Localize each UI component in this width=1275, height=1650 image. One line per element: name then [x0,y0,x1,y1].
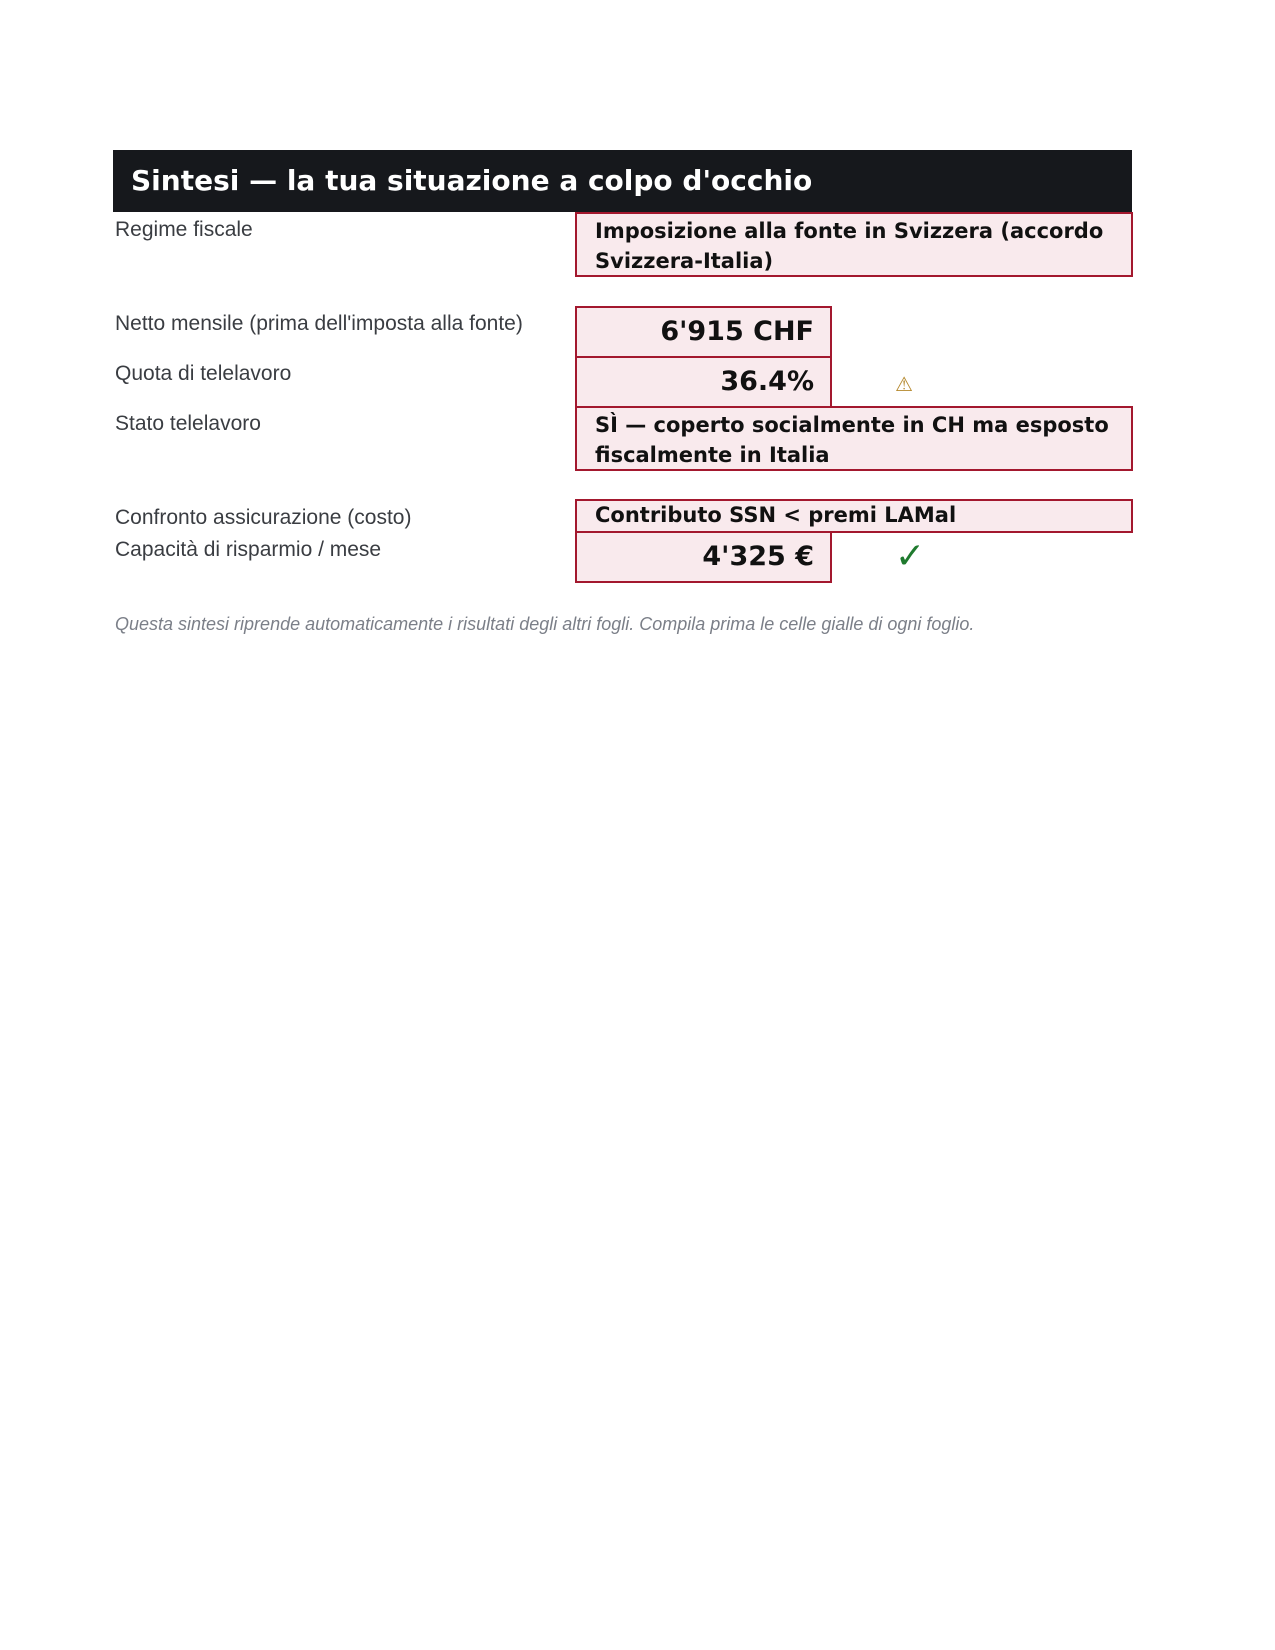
label-capacita-risparmio: Capacità di risparmio / mese [115,538,382,561]
value-capacita-risparmio[interactable]: 4'325 € [575,531,832,583]
value-quota-telelavoro[interactable]: 36.4% [575,356,832,408]
value-regime-fiscale[interactable]: Imposizione alla fonte in Svizzera (accordo Svizzera-Italia) [575,212,1133,277]
value-netto-mensile[interactable]: 6'915 CHF [575,306,832,358]
label-netto-mensile: Netto mensile (prima dell'imposta alla fonte) [115,312,523,335]
label-stato-telelavoro: Stato telelavoro [115,412,261,435]
warning-icon: ⚠ [895,372,913,396]
label-regime-fiscale: Regime fiscale [115,218,253,241]
check-icon: ✓ [895,536,926,577]
label-confronto-assicurazione: Confronto assicurazione (costo) [115,506,412,529]
footnote: Questa sintesi riprende automaticamente i risultati degli altri fogli. Compila prima le celle gialle di ogni foglio. [115,614,975,634]
value-confronto-assicurazione[interactable]: Contributo SSN < premi LAMal [575,499,1133,533]
label-quota-telelavoro: Quota di telelavoro [115,362,292,385]
summary-title: Sintesi — la tua situazione a colpo d'occhio [113,150,1132,212]
value-stato-telelavoro[interactable]: SÌ — coperto socialmente in CH ma esposto fiscalmente in Italia [575,406,1133,471]
